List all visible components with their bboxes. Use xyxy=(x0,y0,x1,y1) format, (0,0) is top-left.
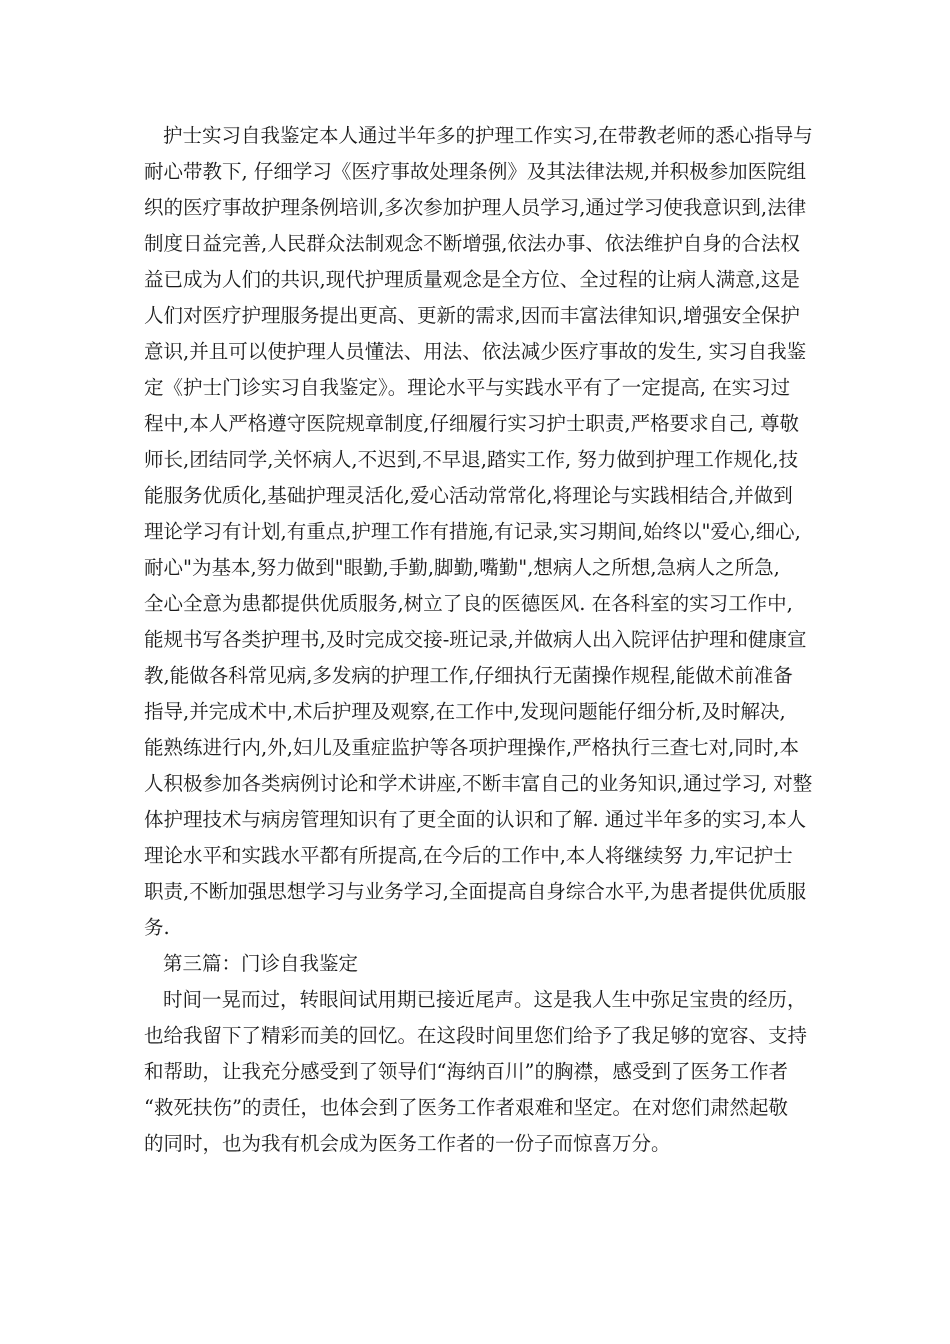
paragraph-line: 意识,并且可以使护理人员懂法、用法、依法减少医疗事故的发生, 实习自我鉴 xyxy=(144,340,807,363)
paragraph-line: 能服务优质化,基础护理灵活化,爱心活动常常化,将理论与实践相结合,并做到 xyxy=(144,484,793,507)
paragraph-line: 和帮助，让我充分感受到了领导们“海纳百川”的胸襟，感受到了医务工作者 xyxy=(144,1060,788,1083)
paragraph-line: 织的医疗事故护理条例培训,多次参加护理人员学习,通过学习使我意识到,法律 xyxy=(144,196,807,219)
paragraph-line: 人积极参加各类病例讨论和学术讲座,不断丰富自己的业务知识,通过学习, 对整 xyxy=(144,772,813,795)
paragraph-line: 能熟练进行内,外,妇儿及重症监护等各项护理操作,严格执行三查七对,同时,本 xyxy=(144,736,799,759)
paragraph-line: 指导,并完成术中,术后护理及观察,在工作中,发现问题能仔细分析,及时解决, xyxy=(144,700,786,723)
paragraph-line: 教,能做各科常见病,多发病的护理工作,仔细执行无菌操作规程,能做术前准备 xyxy=(144,664,793,687)
paragraph-line: 职责,不断加强思想学习与业务学习,全面提高自身综合水平,为患者提供优质服 xyxy=(144,880,807,903)
paragraph-line: 人们对医疗护理服务提出更高、更新的需求,因而丰富法律知识,增强安全保护 xyxy=(144,304,800,327)
paragraph-line: 能规书写各类护理书,及时完成交接-班记录,并做病人出入院评估护理和健康宣 xyxy=(144,628,807,651)
paragraph-line: 耐心带教下, 仔细学习《医疗事故处理条例》及其法律法规,并积极参加医院组 xyxy=(144,160,807,183)
section-heading: 第三篇：门诊自我鉴定 xyxy=(163,952,359,975)
paragraph-line: 师长,团结同学,关怀病人,不迟到,不早退,踏实工作, 努力做到护理工作规化,技 xyxy=(144,448,799,471)
paragraph-line: 理论学习有计划,有重点,护理工作有措施,有记录,实习期间,始终以"爱心,细心, xyxy=(144,520,801,543)
paragraph-line: 益已成为人们的共识,现代护理质量观念是全方位、全过程的让病人满意,这是 xyxy=(144,268,800,291)
paragraph-line: 理论水平和实践水平都有所提高,在今后的工作中,本人将继续努 力,牢记护士 xyxy=(144,844,793,867)
paragraph-line: 也给我留下了精彩而美的回忆。在这段时间里您们给予了我足够的宽容、支持 xyxy=(144,1024,808,1047)
paragraph-line: 制度日益完善,人民群众法制观念不断增强,依法办事、依法维护自身的合法权 xyxy=(144,232,800,255)
paragraph-line: “救死扶伤”的责任，也体会到了医务工作者艰难和坚定。在对您们肃然起敬 xyxy=(144,1096,788,1119)
paragraph-line: 务. xyxy=(144,916,170,939)
paragraph-line: 耐心"为基本,努力做到"眼勤,手勤,脚勤,嘴勤",想病人之所想,急病人之所急, xyxy=(144,556,780,579)
paragraph-line: 护士实习自我鉴定本人通过半年多的护理工作实习,在带教老师的悉心指导与 xyxy=(163,124,813,147)
paragraph-line: 程中,本人严格遵守医院规章制度,仔细履行实习护士职责,严格要求自己, 尊敬 xyxy=(144,412,799,435)
paragraph-line: 定《护士门诊实习自我鉴定》。理论水平与实践水平有了一定提高, 在实习过 xyxy=(144,376,791,399)
paragraph-line: 体护理技术与病房管理知识有了更全面的认识和了解. 通过半年多的实习,本人 xyxy=(144,808,807,831)
paragraph-line: 时间一晃而过，转眼间试用期已接近尾声。这是我人生中弥足宝贵的经历， xyxy=(163,988,807,1011)
paragraph-line: 全心全意为患都提供优质服务,树立了良的医德医风. 在各科室的实习工作中, xyxy=(144,592,793,615)
paragraph-line: 的同时，也为我有机会成为医务工作者的一份子而惊喜万分。 xyxy=(144,1132,671,1155)
